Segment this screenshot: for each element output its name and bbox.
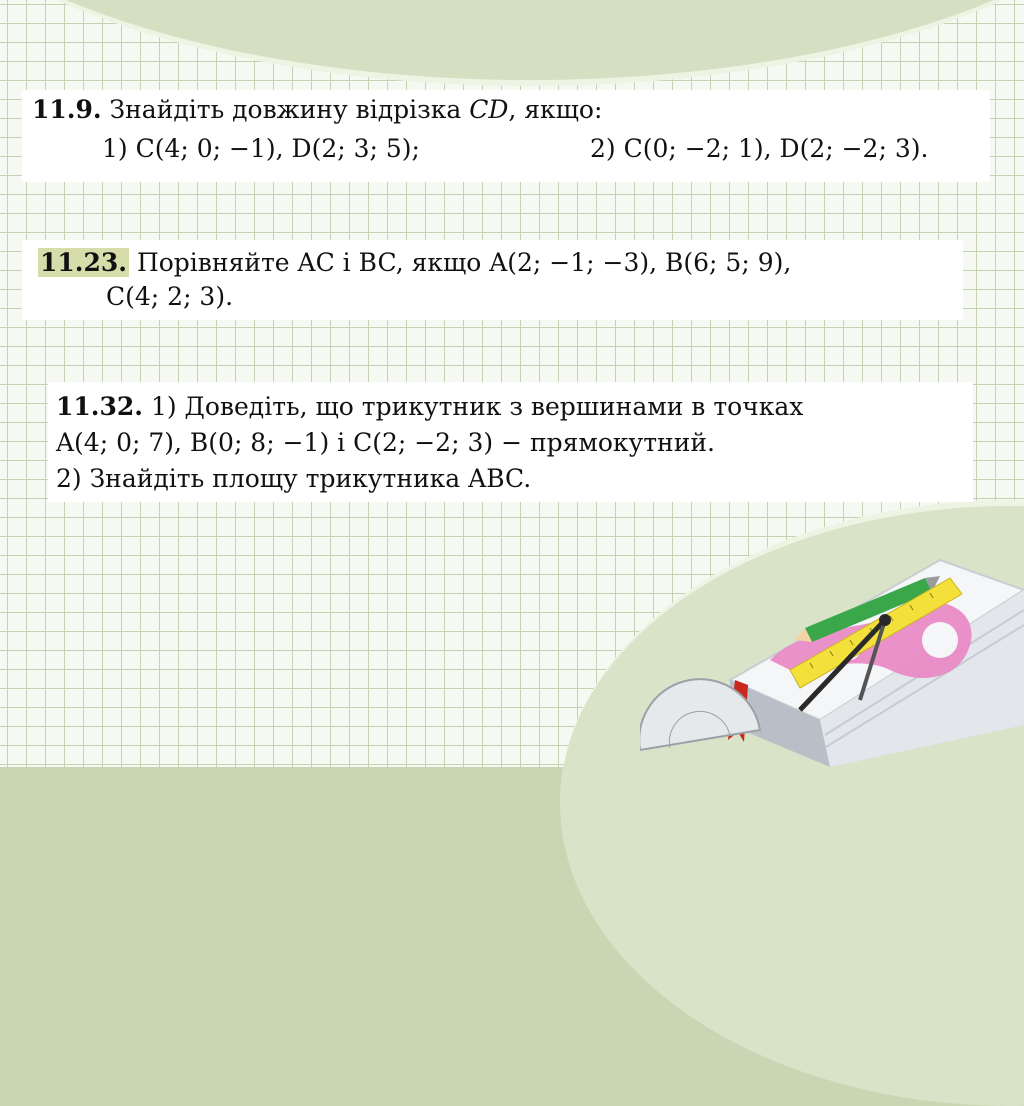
task-11-9-part-2: 2) C(0; −2; 1), D(2; −2; 3). (590, 134, 929, 163)
task-number: 11.9. (32, 95, 102, 124)
task-text: Знайдіть довжину відрізка (109, 95, 470, 124)
task-11-9 (22, 90, 990, 182)
task-number: 11.32. (56, 392, 143, 421)
task-11-32 (48, 382, 973, 502)
task-11-23-line-1 (38, 246, 791, 279)
task-11-32-line-3: 2) Знайдіть площу трикутника ABC. (56, 464, 532, 493)
task-11-23-line-2: C(4; 2; 3). (106, 282, 234, 311)
task-number: 11.23. (40, 248, 127, 277)
task-11-23 (22, 240, 963, 320)
task-11-32-line-1 (56, 390, 803, 423)
task-11-32-line-2: A(4; 0; 7), B(0; 8; −1) і C(2; −2; 3) − прямокутний. (56, 428, 715, 457)
protractor-icon (640, 550, 1024, 767)
task-11-9-part-1: 1) C(4; 0; −1), D(2; 3; 5); (102, 134, 420, 163)
task-text: 1) Доведіть, що трикутник з вершинами в точках (150, 392, 804, 421)
segment-name: CD (469, 95, 509, 124)
stationery-illustration (640, 550, 1024, 767)
task-text: Порівняйте AC і BC, якщо A(2; −1; −3), B(6; 5; 9), (136, 248, 792, 277)
task-11-9-line-1 (32, 93, 602, 126)
task-text-end: , якщо: (508, 95, 603, 124)
